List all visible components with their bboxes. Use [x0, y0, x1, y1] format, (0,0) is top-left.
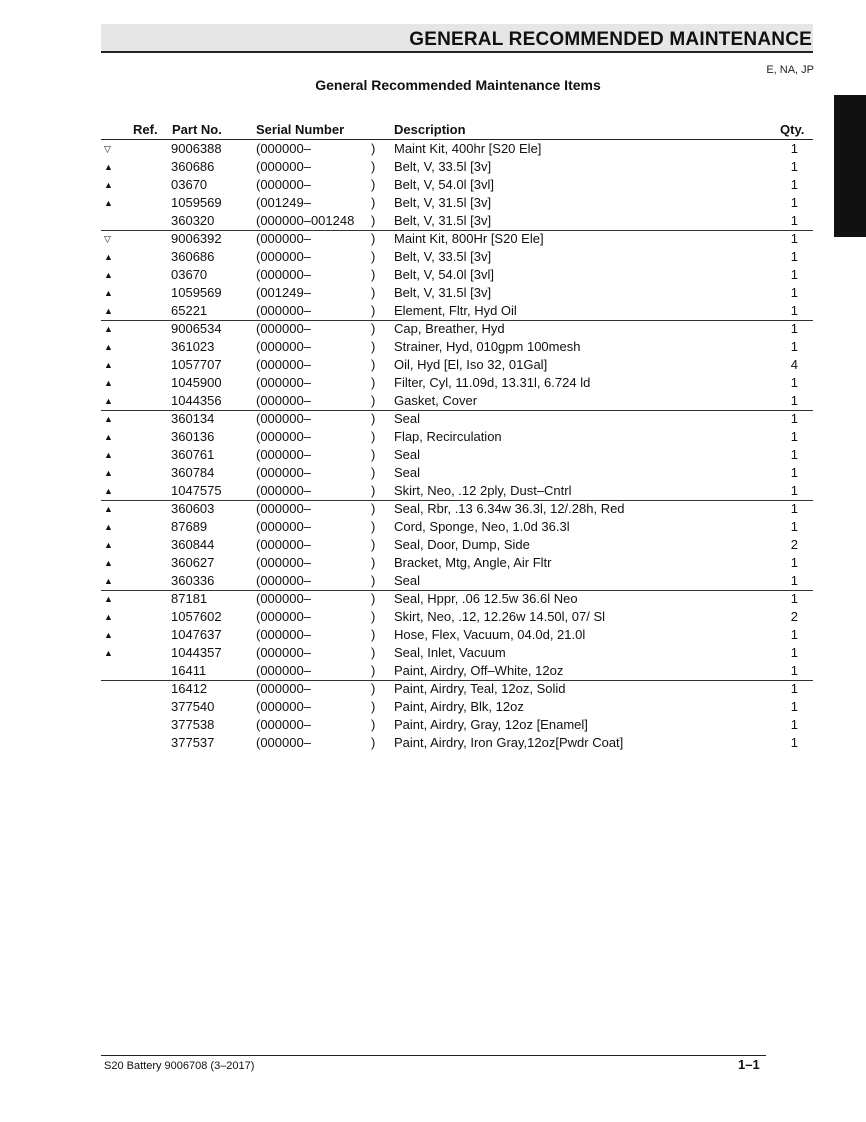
- group-divider: [101, 590, 813, 591]
- serial-number: (000000–: [256, 519, 311, 534]
- region-code: E, NA, JP: [766, 64, 814, 76]
- serial-close-paren: ): [371, 411, 376, 426]
- quantity: 1: [790, 321, 798, 336]
- table-row: [101, 590, 813, 608]
- ref-symbol: ▲: [104, 648, 113, 658]
- serial-number: (000000–: [256, 735, 311, 750]
- serial-number: (000000–: [256, 645, 311, 660]
- serial-close-paren: ): [371, 249, 376, 264]
- serial-close-paren: ): [371, 285, 376, 300]
- serial-close-paren: ): [371, 465, 376, 480]
- serial-number: (000000–: [256, 573, 311, 588]
- description: Gasket, Cover: [394, 393, 478, 408]
- part-number: 03670: [171, 267, 208, 282]
- serial-number: (000000–: [256, 483, 311, 498]
- table-row: [101, 680, 813, 698]
- part-number: 377540: [171, 699, 215, 714]
- column-header-serial: Serial Number: [256, 122, 345, 137]
- quantity: 1: [790, 555, 798, 570]
- quantity: 1: [790, 681, 798, 696]
- quantity: 1: [790, 735, 798, 750]
- description: Skirt, Neo, .12 2ply, Dust–Cntrl: [394, 483, 572, 498]
- serial-close-paren: ): [371, 555, 376, 570]
- serial-number: (000000–: [256, 537, 311, 552]
- quantity: 1: [790, 339, 798, 354]
- ref-symbol: ▲: [104, 630, 113, 640]
- serial-close-paren: ): [371, 357, 376, 372]
- description: Belt, V, 54.0l [3vl]: [394, 177, 494, 192]
- serial-number: (000000–: [256, 465, 311, 480]
- quantity: 4: [790, 357, 798, 372]
- page-title: GENERAL RECOMMENDED MAINTENANCE: [409, 29, 812, 50]
- ref-symbol: ▲: [104, 378, 113, 388]
- serial-close-paren: ): [371, 447, 376, 462]
- part-number: 16412: [171, 681, 208, 696]
- table-row: [101, 608, 813, 626]
- ref-symbol: ▲: [104, 360, 113, 370]
- quantity: 1: [790, 213, 798, 228]
- ref-symbol: ▲: [104, 252, 113, 262]
- table-row: [101, 266, 813, 284]
- description: Paint, Airdry, Gray, 12oz [Enamel]: [394, 717, 588, 732]
- part-number: 03670: [171, 177, 208, 192]
- description: Maint Kit, 400hr [S20 Ele]: [394, 141, 542, 156]
- description: Bracket, Mtg, Angle, Air Fltr: [394, 555, 552, 570]
- serial-number: (000000–: [256, 555, 311, 570]
- serial-close-paren: ): [371, 627, 376, 642]
- table-row: [101, 500, 813, 518]
- quantity: 1: [790, 249, 798, 264]
- description: Seal: [394, 411, 421, 426]
- quantity: 1: [790, 663, 798, 678]
- serial-number: (000000–: [256, 447, 311, 462]
- section-edge-tab: [834, 95, 866, 237]
- serial-close-paren: ): [371, 393, 376, 408]
- description: Strainer, Hyd, 010gpm 100mesh: [394, 339, 581, 354]
- column-header-part: Part No.: [172, 122, 222, 137]
- serial-number: (000000–001248: [256, 213, 355, 228]
- quantity: 1: [790, 645, 798, 660]
- ref-symbol: ▲: [104, 180, 113, 190]
- serial-number: (000000–: [256, 321, 311, 336]
- quantity: 1: [790, 141, 798, 156]
- description: Belt, V, 33.5l [3v]: [394, 249, 492, 264]
- part-number: 1045900: [171, 375, 222, 390]
- description: Paint, Airdry, Off–White, 12oz: [394, 663, 564, 678]
- part-number: 9006388: [171, 141, 222, 156]
- description: Seal: [394, 447, 421, 462]
- table-row: [101, 356, 813, 374]
- table-row: [101, 302, 813, 320]
- table-row: [101, 284, 813, 302]
- serial-close-paren: ): [371, 663, 376, 678]
- serial-close-paren: ): [371, 573, 376, 588]
- quantity: 1: [790, 177, 798, 192]
- part-number: 360134: [171, 411, 215, 426]
- group-divider: [101, 320, 813, 321]
- ref-symbol: ▲: [104, 342, 113, 352]
- quantity: 1: [790, 699, 798, 714]
- quantity: 1: [790, 411, 798, 426]
- ref-symbol: ▲: [104, 432, 113, 442]
- ref-symbol: ▲: [104, 486, 113, 496]
- table-row: [101, 248, 813, 266]
- table-row: [101, 554, 813, 572]
- serial-close-paren: ): [371, 339, 376, 354]
- page-number: 1–1: [738, 1057, 760, 1072]
- part-number: 360761: [171, 447, 215, 462]
- description: Belt, V, 31.5l [3v]: [394, 285, 492, 300]
- serial-number: (000000–: [256, 231, 311, 246]
- description: Paint, Airdry, Teal, 12oz, Solid: [394, 681, 566, 696]
- serial-close-paren: ): [371, 681, 376, 696]
- serial-close-paren: ): [371, 321, 376, 336]
- description: Hose, Flex, Vacuum, 04.0d, 21.0l: [394, 627, 586, 642]
- ref-symbol: ▲: [104, 612, 113, 622]
- serial-number: (000000–: [256, 303, 311, 318]
- serial-number: (000000–: [256, 591, 311, 606]
- part-number: 1057602: [171, 609, 222, 624]
- description: Belt, V, 31.5l [3v]: [394, 213, 492, 228]
- footer-document-id: S20 Battery 9006708 (3–2017): [104, 1060, 255, 1072]
- footer-rule: [101, 1055, 766, 1056]
- quantity: 1: [790, 303, 798, 318]
- group-divider: [101, 680, 813, 681]
- table-row: [101, 158, 813, 176]
- serial-number: (000000–: [256, 249, 311, 264]
- serial-close-paren: ): [371, 699, 376, 714]
- serial-number: (000000–: [256, 393, 311, 408]
- serial-close-paren: ): [371, 231, 376, 246]
- table-row: [101, 644, 813, 662]
- ref-symbol: ▲: [104, 594, 113, 604]
- part-number: 360603: [171, 501, 215, 516]
- table-row: [101, 626, 813, 644]
- part-number: 16411: [171, 663, 207, 678]
- table-row: [101, 140, 813, 158]
- table-row: [101, 374, 813, 392]
- serial-close-paren: ): [371, 501, 376, 516]
- ref-symbol: ▲: [104, 576, 113, 586]
- description: Seal: [394, 465, 421, 480]
- quantity: 1: [790, 447, 798, 462]
- serial-number: (000000–: [256, 375, 311, 390]
- table-row: [101, 518, 813, 536]
- ref-symbol: ▲: [104, 270, 113, 280]
- table-row: [101, 410, 813, 428]
- table-row: [101, 716, 813, 734]
- ref-symbol: ▽: [104, 234, 111, 244]
- column-header-qty: Qty.: [780, 122, 805, 137]
- part-number: 1059569: [171, 285, 222, 300]
- quantity: 1: [790, 375, 798, 390]
- part-number: 377537: [171, 735, 215, 750]
- serial-number: (000000–: [256, 627, 311, 642]
- serial-number: (000000–: [256, 501, 311, 516]
- quantity: 1: [790, 573, 798, 588]
- part-number: 360627: [171, 555, 215, 570]
- part-number: 1059569: [171, 195, 222, 210]
- quantity: 2: [790, 537, 798, 552]
- quantity: 1: [790, 429, 798, 444]
- group-divider: [101, 230, 813, 231]
- serial-number: (000000–: [256, 141, 311, 156]
- quantity: 1: [790, 231, 798, 246]
- table-row: [101, 194, 813, 212]
- description: Seal: [394, 573, 421, 588]
- part-number: 360784: [171, 465, 215, 480]
- table-row: [101, 212, 813, 230]
- table-row: [101, 392, 813, 410]
- quantity: 1: [790, 267, 798, 282]
- ref-symbol: ▲: [104, 504, 113, 514]
- part-number: 87689: [171, 519, 208, 534]
- description: Belt, V, 33.5l [3v]: [394, 159, 492, 174]
- table-row: [101, 428, 813, 446]
- ref-symbol: ▽: [104, 144, 111, 154]
- serial-close-paren: ): [371, 609, 376, 624]
- ref-symbol: ▲: [104, 306, 113, 316]
- serial-close-paren: ): [371, 375, 376, 390]
- part-number: 1044357: [171, 645, 222, 660]
- part-number: 1047575: [171, 483, 222, 498]
- table-row: [101, 230, 813, 248]
- part-number: 1044356: [171, 393, 222, 408]
- part-number: 1057707: [171, 357, 222, 372]
- serial-close-paren: ): [371, 717, 376, 732]
- description: Seal, Rbr, .13 6.34w 36.3l, 12/.28h, Red: [394, 501, 625, 516]
- quantity: 1: [790, 717, 798, 732]
- group-divider: [101, 410, 813, 411]
- ref-symbol: ▲: [104, 450, 113, 460]
- quantity: 1: [790, 483, 798, 498]
- table-row: [101, 734, 813, 752]
- ref-symbol: ▲: [104, 396, 113, 406]
- column-header-description: Description: [394, 122, 466, 137]
- ref-symbol: ▲: [104, 198, 113, 208]
- serial-close-paren: ): [371, 141, 376, 156]
- part-number: 360686: [171, 159, 215, 174]
- description: Skirt, Neo, .12, 12.26w 14.50l, 07/ Sl: [394, 609, 606, 624]
- serial-number: (000000–: [256, 429, 311, 444]
- serial-close-paren: ): [371, 645, 376, 660]
- ref-symbol: ▲: [104, 558, 113, 568]
- serial-number: (000000–: [256, 339, 311, 354]
- part-number: 87181: [171, 591, 208, 606]
- part-number: 1047637: [171, 627, 222, 642]
- ref-symbol: ▲: [104, 288, 113, 298]
- ref-symbol: ▲: [104, 522, 113, 532]
- description: Flap, Recirculation: [394, 429, 502, 444]
- serial-number: (000000–: [256, 699, 311, 714]
- description: Paint, Airdry, Blk, 12oz: [394, 699, 524, 714]
- ref-symbol: ▲: [104, 162, 113, 172]
- quantity: 1: [790, 501, 798, 516]
- part-number: 9006392: [171, 231, 222, 246]
- part-number: 9006534: [171, 321, 222, 336]
- quantity: 1: [790, 159, 798, 174]
- serial-number: (000000–: [256, 357, 311, 372]
- description: Belt, V, 31.5l [3v]: [394, 195, 492, 210]
- table-row: [101, 572, 813, 590]
- serial-close-paren: ): [371, 177, 376, 192]
- quantity: 1: [790, 465, 798, 480]
- part-number: 360336: [171, 573, 215, 588]
- description: Cap, Breather, Hyd: [394, 321, 505, 336]
- ref-symbol: ▲: [104, 324, 113, 334]
- serial-close-paren: ): [371, 519, 376, 534]
- part-number: 65221: [171, 303, 208, 318]
- serial-number: (000000–: [256, 717, 311, 732]
- serial-close-paren: ): [371, 591, 376, 606]
- quantity: 1: [790, 627, 798, 642]
- table-row: [101, 698, 813, 716]
- serial-close-paren: ): [371, 429, 376, 444]
- serial-number: (000000–: [256, 609, 311, 624]
- table-row: [101, 464, 813, 482]
- table-row: [101, 320, 813, 338]
- description: Maint Kit, 800Hr [S20 Ele]: [394, 231, 544, 246]
- column-header-ref: Ref.: [133, 122, 158, 137]
- description: Seal, Hppr, .06 12.5w 36.6l Neo: [394, 591, 578, 606]
- description: Seal, Inlet, Vacuum: [394, 645, 506, 660]
- table-row: [101, 482, 813, 500]
- table-row: [101, 176, 813, 194]
- serial-close-paren: ): [371, 303, 376, 318]
- part-number: 360844: [171, 537, 215, 552]
- section-subtitle: General Recommended Maintenance Items: [315, 77, 601, 93]
- serial-close-paren: ): [371, 159, 376, 174]
- part-number: 360320: [171, 213, 215, 228]
- part-number: 377538: [171, 717, 215, 732]
- part-number: 360136: [171, 429, 215, 444]
- serial-close-paren: ): [371, 483, 376, 498]
- quantity: 1: [790, 195, 798, 210]
- quantity: 2: [790, 609, 798, 624]
- part-number: 361023: [171, 339, 215, 354]
- serial-number: (000000–: [256, 177, 311, 192]
- serial-close-paren: ): [371, 267, 376, 282]
- part-number: 360686: [171, 249, 215, 264]
- ref-symbol: ▲: [104, 468, 113, 478]
- quantity: 1: [790, 591, 798, 606]
- quantity: 1: [790, 285, 798, 300]
- table-row: [101, 446, 813, 464]
- description: Filter, Cyl, 11.09d, 13.31l, 6.724 ld: [394, 375, 591, 390]
- serial-close-paren: ): [371, 213, 376, 228]
- description: Belt, V, 54.0l [3vl]: [394, 267, 494, 282]
- serial-close-paren: ): [371, 195, 376, 210]
- serial-number: (000000–: [256, 159, 311, 174]
- table-row: [101, 338, 813, 356]
- table-row: [101, 662, 813, 680]
- quantity: 1: [790, 393, 798, 408]
- quantity: 1: [790, 519, 798, 534]
- serial-close-paren: ): [371, 735, 376, 750]
- serial-close-paren: ): [371, 537, 376, 552]
- serial-number: (000000–: [256, 663, 311, 678]
- group-divider: [101, 500, 813, 501]
- description: Oil, Hyd [El, Iso 32, 01Gal]: [394, 357, 548, 372]
- description: Cord, Sponge, Neo, 1.0d 36.3l: [394, 519, 570, 534]
- serial-number: (000000–: [256, 267, 311, 282]
- serial-number: (001249–: [256, 195, 311, 210]
- ref-symbol: ▲: [104, 540, 113, 550]
- description: Element, Fltr, Hyd Oil: [394, 303, 517, 318]
- serial-number: (000000–: [256, 411, 311, 426]
- description: Seal, Door, Dump, Side: [394, 537, 530, 552]
- serial-number: (001249–: [256, 285, 311, 300]
- serial-number: (000000–: [256, 681, 311, 696]
- table-row: [101, 536, 813, 554]
- description: Paint, Airdry, Iron Gray,12oz[Pwdr Coat]: [394, 735, 624, 750]
- ref-symbol: ▲: [104, 414, 113, 424]
